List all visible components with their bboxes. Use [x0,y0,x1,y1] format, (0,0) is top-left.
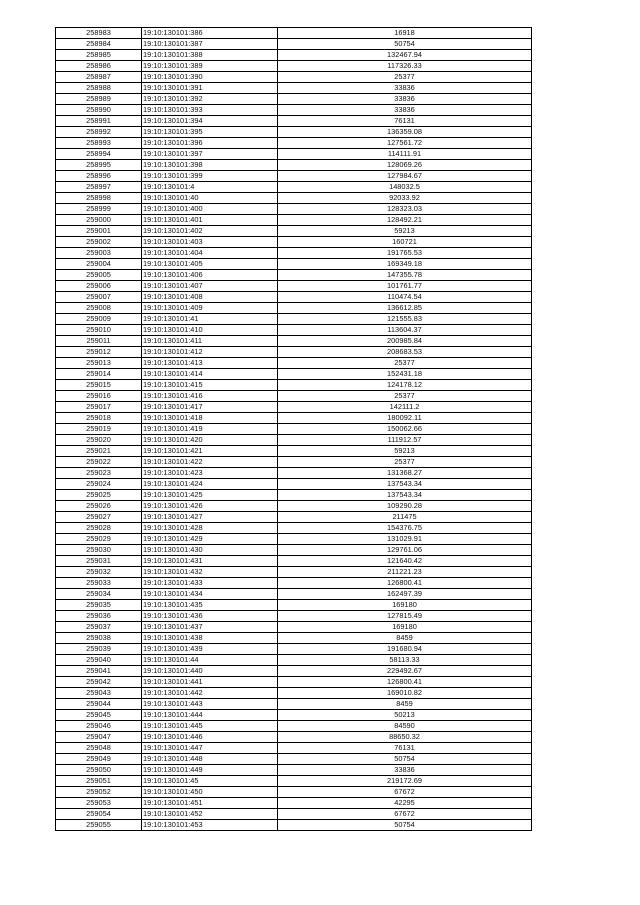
cadastral-number-cell: 19:10:130101:435 [142,600,278,611]
table-row [56,127,532,138]
table-row [56,479,532,490]
cadastral-number-cell: 19:10:130101:388 [142,50,278,61]
cadastral-number-cell: 19:10:130101:406 [142,270,278,281]
data-table-body [56,28,532,831]
row-number-cell: 259018 [56,413,142,424]
row-number-cell: 259009 [56,314,142,325]
cadastral-number-cell: 19:10:130101:430 [142,545,278,556]
table-row [56,754,532,765]
cadastral-number-cell: 19:10:130101:386 [142,28,278,39]
row-number-cell: 259022 [56,457,142,468]
row-number-cell: 259044 [56,699,142,710]
row-number-cell: 259047 [56,732,142,743]
value-cell: 211221.23 [278,567,532,578]
value-cell: 200985.84 [278,336,532,347]
value-cell: 126800.41 [278,677,532,688]
table-row [56,743,532,754]
value-cell: 132467.94 [278,50,532,61]
row-number-cell: 259050 [56,765,142,776]
table-row [56,523,532,534]
table-row [56,556,532,567]
value-cell: 131368.27 [278,468,532,479]
value-cell: 16918 [278,28,532,39]
row-number-cell: 258994 [56,149,142,160]
value-cell: 229492.67 [278,666,532,677]
table-row [56,369,532,380]
value-cell: 117326.33 [278,61,532,72]
value-cell: 121640.42 [278,556,532,567]
cadastral-number-cell: 19:10:130101:421 [142,446,278,457]
row-number-cell: 259014 [56,369,142,380]
table-row [56,226,532,237]
table-row [56,633,532,644]
cadastral-number-cell: 19:10:130101:407 [142,281,278,292]
cadastral-number-cell: 19:10:130101:423 [142,468,278,479]
value-cell: 147355.78 [278,270,532,281]
row-number-cell: 259011 [56,336,142,347]
value-cell: 127815.49 [278,611,532,622]
row-number-cell: 259052 [56,787,142,798]
row-number-cell: 259042 [56,677,142,688]
row-number-cell: 259025 [56,490,142,501]
value-cell: 142111.2 [278,402,532,413]
value-cell: 33836 [278,83,532,94]
cadastral-number-cell: 19:10:130101:389 [142,61,278,72]
table-row [56,237,532,248]
row-number-cell: 259017 [56,402,142,413]
table-row [56,28,532,39]
row-number-cell: 259020 [56,435,142,446]
cadastral-number-cell: 19:10:130101:417 [142,402,278,413]
table-row [56,732,532,743]
value-cell: 150062.66 [278,424,532,435]
table-row [56,160,532,171]
row-number-cell: 259046 [56,721,142,732]
cadastral-number-cell: 19:10:130101:408 [142,292,278,303]
row-number-cell: 259055 [56,820,142,831]
table-row [56,402,532,413]
table-row [56,39,532,50]
cadastral-number-cell: 19:10:130101:444 [142,710,278,721]
table-row [56,457,532,468]
row-number-cell: 259049 [56,754,142,765]
cadastral-number-cell: 19:10:130101:442 [142,688,278,699]
cadastral-number-cell: 19:10:130101:410 [142,325,278,336]
row-number-cell: 259019 [56,424,142,435]
table-row [56,545,532,556]
cadastral-number-cell: 19:10:130101:452 [142,809,278,820]
value-cell: 180092.11 [278,413,532,424]
table-row [56,193,532,204]
row-number-cell: 259016 [56,391,142,402]
value-cell: 59213 [278,226,532,237]
row-number-cell: 259024 [56,479,142,490]
table-row [56,138,532,149]
row-number-cell: 259021 [56,446,142,457]
row-number-cell: 258990 [56,105,142,116]
table-row [56,666,532,677]
cadastral-number-cell: 19:10:130101:45 [142,776,278,787]
table-row [56,61,532,72]
table-row [56,424,532,435]
value-cell: 136359.08 [278,127,532,138]
row-number-cell: 259004 [56,259,142,270]
value-cell: 208683.53 [278,347,532,358]
row-number-cell: 258983 [56,28,142,39]
cadastral-number-cell: 19:10:130101:437 [142,622,278,633]
row-number-cell: 258988 [56,83,142,94]
row-number-cell: 259028 [56,523,142,534]
row-number-cell: 259034 [56,589,142,600]
table-row [56,501,532,512]
value-cell: 219172.69 [278,776,532,787]
row-number-cell: 259041 [56,666,142,677]
row-number-cell: 259006 [56,281,142,292]
table-row [56,578,532,589]
value-cell: 76131 [278,743,532,754]
row-number-cell: 259003 [56,248,142,259]
row-number-cell: 259027 [56,512,142,523]
row-number-cell: 259033 [56,578,142,589]
row-number-cell: 258987 [56,72,142,83]
cadastral-number-cell: 19:10:130101:447 [142,743,278,754]
table-row [56,688,532,699]
cadastral-number-cell: 19:10:130101:451 [142,798,278,809]
value-cell: 114111.91 [278,149,532,160]
value-cell: 137543.34 [278,479,532,490]
value-cell: 50754 [278,754,532,765]
row-number-cell: 258992 [56,127,142,138]
table-row [56,94,532,105]
value-cell: 128323.03 [278,204,532,215]
value-cell: 191765.53 [278,248,532,259]
table-row [56,215,532,226]
value-cell: 211475 [278,512,532,523]
table-row [56,798,532,809]
row-number-cell: 259001 [56,226,142,237]
cadastral-number-cell: 19:10:130101:399 [142,171,278,182]
value-cell: 148032.5 [278,182,532,193]
cadastral-number-cell: 19:10:130101:441 [142,677,278,688]
row-number-cell: 259048 [56,743,142,754]
value-cell: 110474.54 [278,292,532,303]
value-cell: 76131 [278,116,532,127]
row-number-cell: 258997 [56,182,142,193]
cadastral-number-cell: 19:10:130101:449 [142,765,278,776]
cadastral-number-cell: 19:10:130101:428 [142,523,278,534]
table-row [56,589,532,600]
row-number-cell: 259039 [56,644,142,655]
row-number-cell: 259036 [56,611,142,622]
value-cell: 131029.91 [278,534,532,545]
value-cell: 67672 [278,787,532,798]
cadastral-number-cell: 19:10:130101:427 [142,512,278,523]
table-row [56,534,532,545]
value-cell: 25377 [278,391,532,402]
table-row [56,325,532,336]
row-number-cell: 259029 [56,534,142,545]
cadastral-number-cell: 19:10:130101:398 [142,160,278,171]
cadastral-number-cell: 19:10:130101:393 [142,105,278,116]
cadastral-number-cell: 19:10:130101:436 [142,611,278,622]
table-row [56,83,532,94]
value-cell: 137543.34 [278,490,532,501]
value-cell: 160721 [278,237,532,248]
value-cell: 50754 [278,820,532,831]
table-row [56,446,532,457]
cadastral-number-cell: 19:10:130101:446 [142,732,278,743]
cadastral-number-cell: 19:10:130101:397 [142,149,278,160]
cadastral-number-cell: 19:10:130101:431 [142,556,278,567]
table-row [56,710,532,721]
cadastral-number-cell: 19:10:130101:401 [142,215,278,226]
row-number-cell: 259013 [56,358,142,369]
row-number-cell: 259005 [56,270,142,281]
table-row [56,248,532,259]
table-row [56,512,532,523]
value-cell: 25377 [278,457,532,468]
value-cell: 8459 [278,699,532,710]
value-cell: 113604.37 [278,325,532,336]
cadastral-number-cell: 19:10:130101:394 [142,116,278,127]
value-cell: 169010.82 [278,688,532,699]
table-row [56,413,532,424]
cadastral-number-cell: 19:10:130101:411 [142,336,278,347]
value-cell: 169180 [278,622,532,633]
row-number-cell: 258998 [56,193,142,204]
table-row [56,765,532,776]
row-number-cell: 259053 [56,798,142,809]
table-row [56,677,532,688]
table-row [56,490,532,501]
cadastral-number-cell: 19:10:130101:450 [142,787,278,798]
cadastral-number-cell: 19:10:130101:392 [142,94,278,105]
row-number-cell: 259030 [56,545,142,556]
row-number-cell: 259038 [56,633,142,644]
row-number-cell: 258991 [56,116,142,127]
row-number-cell: 259037 [56,622,142,633]
value-cell: 136612.85 [278,303,532,314]
value-cell: 59213 [278,446,532,457]
row-number-cell: 259015 [56,380,142,391]
table-row [56,622,532,633]
cadastral-number-cell: 19:10:130101:44 [142,655,278,666]
cadastral-number-cell: 19:10:130101:443 [142,699,278,710]
table-row [56,809,532,820]
value-cell: 154376.75 [278,523,532,534]
cadastral-number-cell: 19:10:130101:403 [142,237,278,248]
table-row [56,336,532,347]
cadastral-number-cell: 19:10:130101:391 [142,83,278,94]
cadastral-number-cell: 19:10:130101:429 [142,534,278,545]
value-cell: 109290.28 [278,501,532,512]
row-number-cell: 258999 [56,204,142,215]
row-number-cell: 259040 [56,655,142,666]
cadastral-number-cell: 19:10:130101:402 [142,226,278,237]
value-cell: 124178.12 [278,380,532,391]
cadastral-number-cell: 19:10:130101:40 [142,193,278,204]
table-row [56,358,532,369]
value-cell: 33836 [278,105,532,116]
row-number-cell: 259012 [56,347,142,358]
cadastral-number-cell: 19:10:130101:448 [142,754,278,765]
table-row [56,699,532,710]
cadastral-number-cell: 19:10:130101:432 [142,567,278,578]
table-row [56,105,532,116]
table-row [56,776,532,787]
cadastral-number-cell: 19:10:130101:422 [142,457,278,468]
table-row [56,182,532,193]
cadastral-number-cell: 19:10:130101:439 [142,644,278,655]
table-row [56,435,532,446]
table-row [56,292,532,303]
cadastral-number-cell: 19:10:130101:415 [142,380,278,391]
row-number-cell: 259045 [56,710,142,721]
table-row [56,644,532,655]
value-cell: 169180 [278,600,532,611]
row-number-cell: 259051 [56,776,142,787]
row-number-cell: 258984 [56,39,142,50]
row-number-cell: 259002 [56,237,142,248]
cadastral-number-cell: 19:10:130101:412 [142,347,278,358]
cadastral-number-cell: 19:10:130101:420 [142,435,278,446]
table-row [56,72,532,83]
value-cell: 128492.21 [278,215,532,226]
table-row [56,149,532,160]
table-row [56,721,532,732]
value-cell: 162497.39 [278,589,532,600]
value-cell: 33836 [278,765,532,776]
value-cell: 127561.72 [278,138,532,149]
value-cell: 169349.18 [278,259,532,270]
table-row [56,314,532,325]
cadastral-number-cell: 19:10:130101:426 [142,501,278,512]
value-cell: 25377 [278,72,532,83]
row-number-cell: 258985 [56,50,142,61]
cadastral-number-cell: 19:10:130101:390 [142,72,278,83]
cadastral-number-cell: 19:10:130101:396 [142,138,278,149]
value-cell: 58113.33 [278,655,532,666]
table-row [56,820,532,831]
row-number-cell: 258995 [56,160,142,171]
row-number-cell: 259010 [56,325,142,336]
cadastral-number-cell: 19:10:130101:425 [142,490,278,501]
row-number-cell: 258989 [56,94,142,105]
cadastral-number-cell: 19:10:130101:414 [142,369,278,380]
row-number-cell: 258986 [56,61,142,72]
row-number-cell: 259054 [56,809,142,820]
cadastral-number-cell: 19:10:130101:413 [142,358,278,369]
row-number-cell: 259023 [56,468,142,479]
cadastral-number-cell: 19:10:130101:4 [142,182,278,193]
cadastral-number-cell: 19:10:130101:438 [142,633,278,644]
value-cell: 84590 [278,721,532,732]
cadastral-number-cell: 19:10:130101:433 [142,578,278,589]
cadastral-number-cell: 19:10:130101:445 [142,721,278,732]
table-row [56,270,532,281]
value-cell: 50754 [278,39,532,50]
row-number-cell: 258993 [56,138,142,149]
value-cell: 92033.92 [278,193,532,204]
row-number-cell: 259008 [56,303,142,314]
table-row [56,171,532,182]
row-number-cell: 259031 [56,556,142,567]
value-cell: 129761.06 [278,545,532,556]
cadastral-number-cell: 19:10:130101:419 [142,424,278,435]
table-row [56,600,532,611]
cadastral-number-cell: 19:10:130101:418 [142,413,278,424]
table-row [56,303,532,314]
row-number-cell: 259035 [56,600,142,611]
value-cell: 33836 [278,94,532,105]
row-number-cell: 259000 [56,215,142,226]
value-cell: 191680.94 [278,644,532,655]
table-row [56,259,532,270]
value-cell: 8459 [278,633,532,644]
value-cell: 67672 [278,809,532,820]
table-row [56,468,532,479]
value-cell: 50213 [278,710,532,721]
value-cell: 42295 [278,798,532,809]
value-cell: 126800.41 [278,578,532,589]
table-row [56,380,532,391]
row-number-cell: 259032 [56,567,142,578]
value-cell: 121555.83 [278,314,532,325]
value-cell: 152431.18 [278,369,532,380]
cadastral-number-cell: 19:10:130101:416 [142,391,278,402]
cadastral-number-cell: 19:10:130101:453 [142,820,278,831]
value-cell: 111912.57 [278,435,532,446]
value-cell: 127984.67 [278,171,532,182]
cadastral-number-cell: 19:10:130101:424 [142,479,278,490]
value-cell: 88650.32 [278,732,532,743]
cadastral-number-cell: 19:10:130101:434 [142,589,278,600]
table-row [56,655,532,666]
cadastral-number-cell: 19:10:130101:41 [142,314,278,325]
cadastral-number-cell: 19:10:130101:387 [142,39,278,50]
row-number-cell: 259043 [56,688,142,699]
cadastral-number-cell: 19:10:130101:409 [142,303,278,314]
table-row [56,50,532,61]
table-row [56,567,532,578]
table-row [56,611,532,622]
cadastral-number-cell: 19:10:130101:395 [142,127,278,138]
table-row [56,347,532,358]
cadastral-number-cell: 19:10:130101:405 [142,259,278,270]
cadastral-number-cell: 19:10:130101:400 [142,204,278,215]
table-row [56,116,532,127]
cadastral-number-cell: 19:10:130101:404 [142,248,278,259]
table-row [56,787,532,798]
table-row [56,281,532,292]
value-cell: 101761.77 [278,281,532,292]
cadastral-number-cell: 19:10:130101:440 [142,666,278,677]
data-table [55,27,532,831]
value-cell: 128069.26 [278,160,532,171]
table-row [56,204,532,215]
row-number-cell: 258996 [56,171,142,182]
table-row [56,391,532,402]
row-number-cell: 259026 [56,501,142,512]
value-cell: 25377 [278,358,532,369]
row-number-cell: 259007 [56,292,142,303]
